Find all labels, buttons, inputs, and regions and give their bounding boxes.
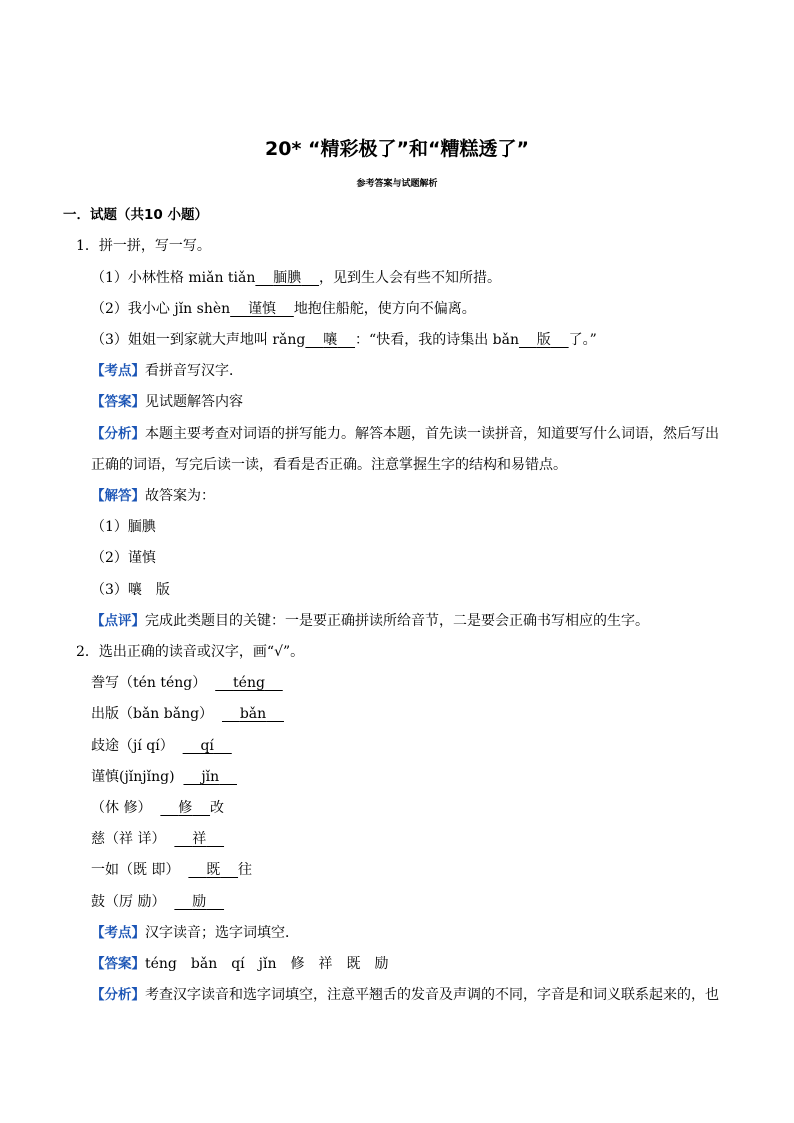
q2-row-7: 一如（既 即） 既 往: [91, 862, 253, 878]
page-subtitle: 参考答案与试题解析: [356, 179, 438, 189]
q1-item-1: （1）小林性格 miǎn tiǎn 腼腆 ，见到生人会有些不知所措。: [91, 270, 502, 286]
q2-row-8: 鼓（厉 励） 励: [91, 894, 207, 910]
q2-row-1: 誊写（tén téng） téng: [91, 675, 265, 691]
q2-row-5: （休 修） 修 改: [91, 800, 225, 816]
q2-fenxi: 【分析】考查汉字读音和选字词填空，注意平翘舌的发音及声调的不同，字音是和词义联系起来的，也: [91, 987, 719, 1003]
q1-heading: 1．拼一拼，写一写。: [76, 238, 211, 254]
q1-answer-1: （1）腼腆: [91, 519, 156, 535]
q1-jieda: 【解答】故答案为：: [91, 488, 215, 504]
q1-fenxi: 【分析】本题主要考查对词语的拼写能力。解答本题，首先读一读拼音，知道要写什么词语，然后写出: [91, 426, 719, 442]
q1-kaodian: 【考点】看拼音写汉字．: [91, 363, 243, 379]
q2-row-6: 慈（祥 详） 祥: [91, 831, 207, 847]
q1-item-3: （3）姐姐一到家就大声地叫 rǎng 嚷 ：“快看，我的诗集出 bǎn 版 了。”: [91, 332, 597, 348]
q1-daan: 【答案】见试题解答内容: [91, 394, 243, 410]
q2-row-4: 谨慎(jǐnjǐng) jǐn: [91, 769, 220, 785]
q2-daan: 【答案】téng bǎn qí jǐn 修 祥 既 励: [91, 956, 389, 972]
q1-item-2: （2）我小心 jǐn shèn 谨慎 地抱住船舵，使方向不偏离。: [91, 301, 476, 317]
q2-kaodian: 【考点】汉字读音；选字词填空．: [91, 925, 299, 941]
section-heading: 一．试题（共10 小题）: [63, 207, 208, 223]
q2-row-3: 歧途（jí qí） qí: [91, 738, 214, 754]
q1-dianping: 【点评】完成此类题目的关键：一是要正确拼读所给音节，二是要会正确书写相应的生字。: [91, 613, 649, 629]
page-title: 20* “精彩极了”和“糟糕透了”: [265, 138, 529, 160]
q1-answer-3: （3）嚷 版: [91, 582, 170, 598]
q1-fenxi-cont: 正确的词语，写完后读一读，看看是否正确。注意掌握生字的结构和易错点。: [91, 457, 567, 473]
q1-answer-2: （2）谨慎: [91, 550, 156, 566]
q2-heading: 2．选出正确的读音或汉字，画“√”。: [76, 644, 305, 660]
q2-row-2: 出版（bǎn bǎng） bǎn: [91, 706, 267, 722]
